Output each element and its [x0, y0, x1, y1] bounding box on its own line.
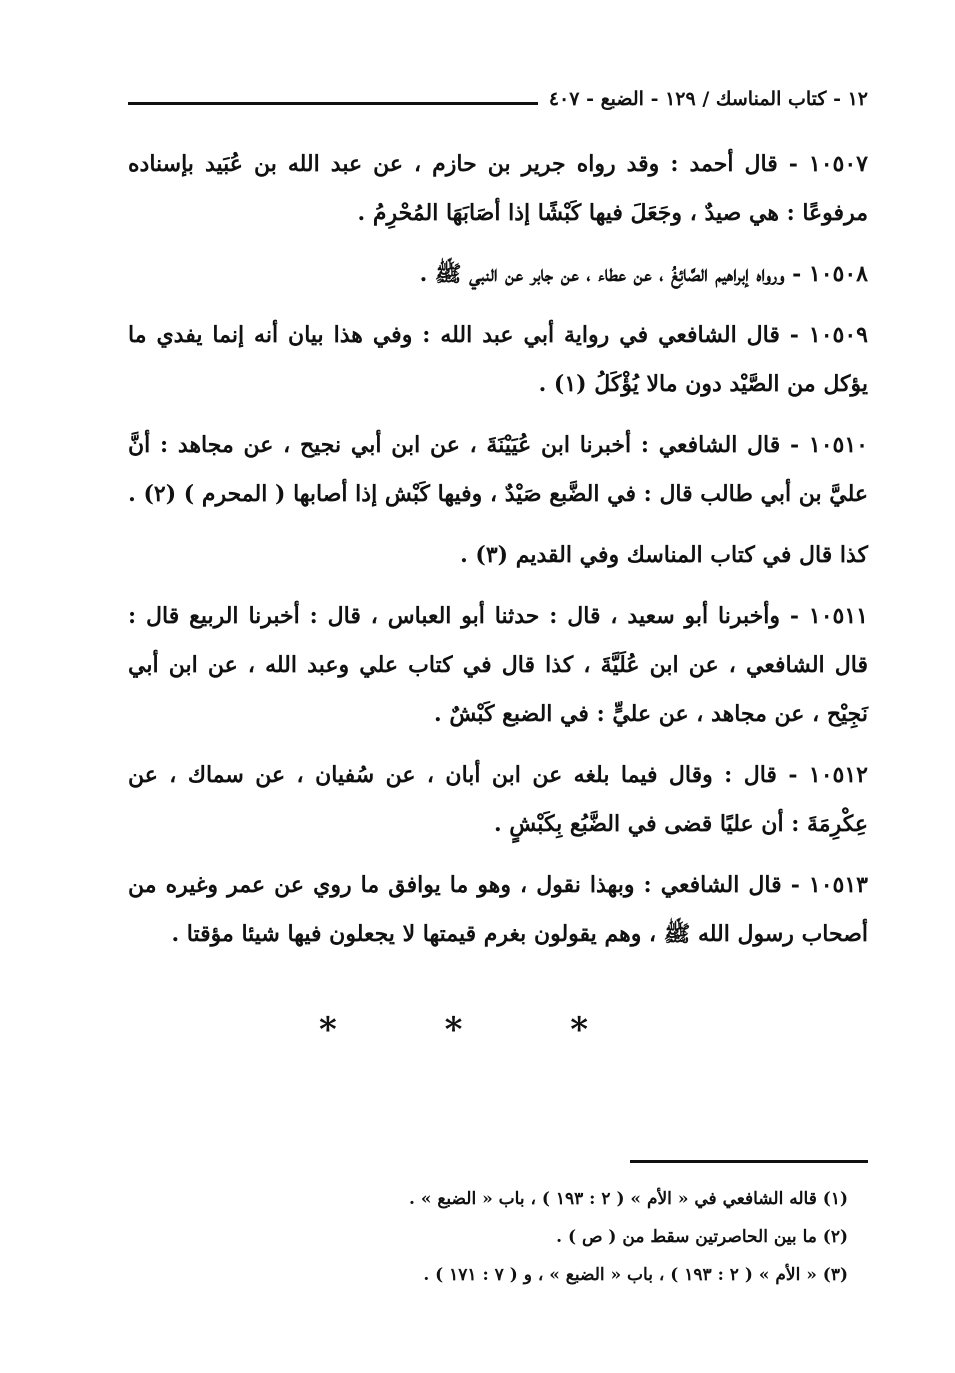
paragraph-note: كذا قال في كتاب المناسك وفي القديم (٣) .: [460, 542, 868, 568]
main-text: [128, 140, 868, 971]
section-separator: * * *: [318, 1010, 636, 1050]
paragraph-10508: ١٠٥٠٨ - ورواه إبراهيم الصَّائِغُ ، عن عطاء ، عن جابر عن النبي ﷺ .: [419, 261, 868, 287]
paragraph-10513: ١٠٥١٣ - قال الشافعي : وبهذا نقول ، وهو ما يوافق ما روي عن عمر وغيره من أصحاب رسول الله ﷺ ، وهم يقولون بغرم قيمتها لا يجعلون فيها شيئا مؤقتا .: [128, 872, 868, 947]
running-header: [128, 88, 868, 118]
paragraph-10509: ١٠٥٠٩ - قال الشافعي في رواية أبي عبد الله : وفي هذا بيان أنه إنما يفدي ما يؤكل من الصَّيْد دون مالا يُؤْكَلُ (١) .: [128, 322, 868, 397]
footnote-3: (٣) « الأم » ( ٢ : ١٩٣ ) ، باب « الضبع » ، و ( ٧ : ١٧١ ) .: [423, 1265, 848, 1285]
header-rule: [128, 102, 538, 105]
footnote-rule: [630, 1160, 868, 1163]
paragraph-10510: ١٠٥١٠ - قال الشافعي : أخبرنا ابن عُيَيْنَةَ ، عن ابن أبي نجيح ، عن مجاهد : أنَّ عليَّ بن أبي طالب قال : في الضَّبع صَيْدٌ ، وفيها كَبْش إذا أصابها ( المحرم ) (٢) .: [128, 432, 868, 507]
paragraph-10507: ١٠٥٠٧ - قال أحمد : وقد رواه جرير بن حازم ، عن عبد الله بن عُبَيد بإسناده مرفوعًا : هي صيدٌ ، وجَعَلَ فيها كَبْشًا إذا أصَابَهَا المُحْرِمُ .: [128, 151, 868, 226]
footnote-2: (٢) ما بين الحاصرتين سقط من ( ص ) .: [556, 1227, 848, 1247]
paragraph-10512: ١٠٥١٢ - قال : وقال فيما بلغه عن ابن أبان ، عن سُفيان ، عن سماك ، عن عِكْرِمَةَ : أن عليًا قضى في الضَّبُع بِكَبْشٍ .: [128, 762, 868, 837]
footnotes: [128, 1180, 848, 1294]
paragraph-10511: ١٠٥١١ - وأخبرنا أبو سعيد ، قال : حدثنا أبو العباس ، قال : أخبرنا الربيع قال : قال الشافعي ، عن ابن عُلَيَّةَ ، كذا قال في كتاب علي وعبد الله ، عن ابن أبي نَجِيْح ، عن مجاهد ، عن عليٍّ : في الضبع كَبْشٌ .: [128, 603, 868, 727]
footnote-1: (١) قاله الشافعي في « الأم » ( ٢ : ١٩٣ ) ، باب « الضبع » .: [408, 1189, 848, 1209]
running-header-title: ١٢ - كتاب المناسك / ١٢٩ - الضبع - ٤٠٧: [548, 88, 868, 110]
